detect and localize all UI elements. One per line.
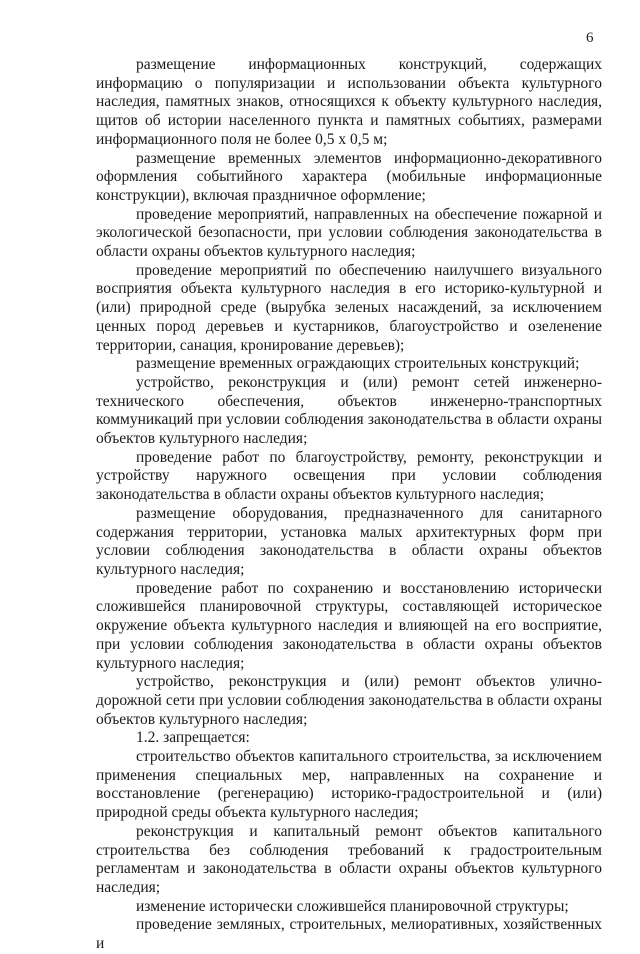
paragraph: проведение мероприятий по обеспечению наилучшего визуального восприятия объекта культурного наследия в его историко-культурной и (или) природной среде (вырубка зеленых насаждений, за исключением ценных пород деревьев и кустарников, благоустройство и озеленение территории, санация, кронирование деревьев); [96,261,602,354]
paragraph: размещение временных ограждающих строительных конструкций; [136,355,580,373]
prohibited-item: реконструкция и капитальный ремонт объектов капитального строительства без соблюдения требований к градостроительным регламентам и законодательства в области охраны объектов культурного наследия; [96,822,602,896]
section-heading: 1.2. запрещается: [136,729,250,747]
paragraph: проведение мероприятий, направленных на обеспечение пожарной и экологической безопасности, при условии соблюдения законодательства в области охраны объектов культурного наследия; [96,205,602,261]
paragraph: размещение информационных конструкций, содержащих информацию о популяризации и использовании объекта культурного наследия, памятных знаков, относящихся к объекту культурного наследия, щитов об истории населенного пункта и памятных событиях, размерами информационного поля не более 0,5 х 0,5 м; [96,56,602,148]
prohibited-item: строительство объектов капитального строительства, за исключением применения специальных мер, направленных на сохранение и восстановление (регенерацию) историко-градостроительной и (или) природной среды объекта культурного наследия; [96,748,602,822]
prohibited-item: изменение исторически сложившейся планировочной структуры; [136,897,569,915]
paragraph: размещение временных элементов информационно-декоративного оформления событийного характера (мобильные информационные конструкции), включая праздничное оформление; [96,149,602,204]
paragraph: размещение оборудования, предназначенного для санитарного содержания территории, установка малых архитектурных форм при условии соблюдения законодательства в области охраны объектов культурного наследия; [96,504,602,578]
page-number: 6 [586,30,594,46]
paragraph: проведение работ по благоустройству, ремонту, реконструкции и устройству наружного освещения при условии соблюдения законодательства в области охраны объектов культурного наследия; [96,448,602,504]
paragraph: устройство, реконструкция и (или) ремонт объектов улично-дорожной сети при условии соблюдения законодательства в области охраны объектов культурного наследия; [96,673,602,728]
document-body [96,56,602,954]
prohibited-item: проведение земляных, строительных, мелиоративных, хозяйственных и [96,916,602,953]
paragraph: проведение работ по сохранению и восстановлению исторически сложившейся планировочной структуры, составляющей историческое окружение объекта культурного наследия и влияющей на его восприятие, при условии соблюдения законодательства в области охраны объектов культурного наследия; [96,579,602,672]
paragraph: устройство, реконструкция и (или) ремонт сетей инженерно-технического обеспечения, объектов инженерно-транспортных коммуникаций при условии соблюдения законодательства в области охраны объектов культурного наследия; [96,373,602,448]
